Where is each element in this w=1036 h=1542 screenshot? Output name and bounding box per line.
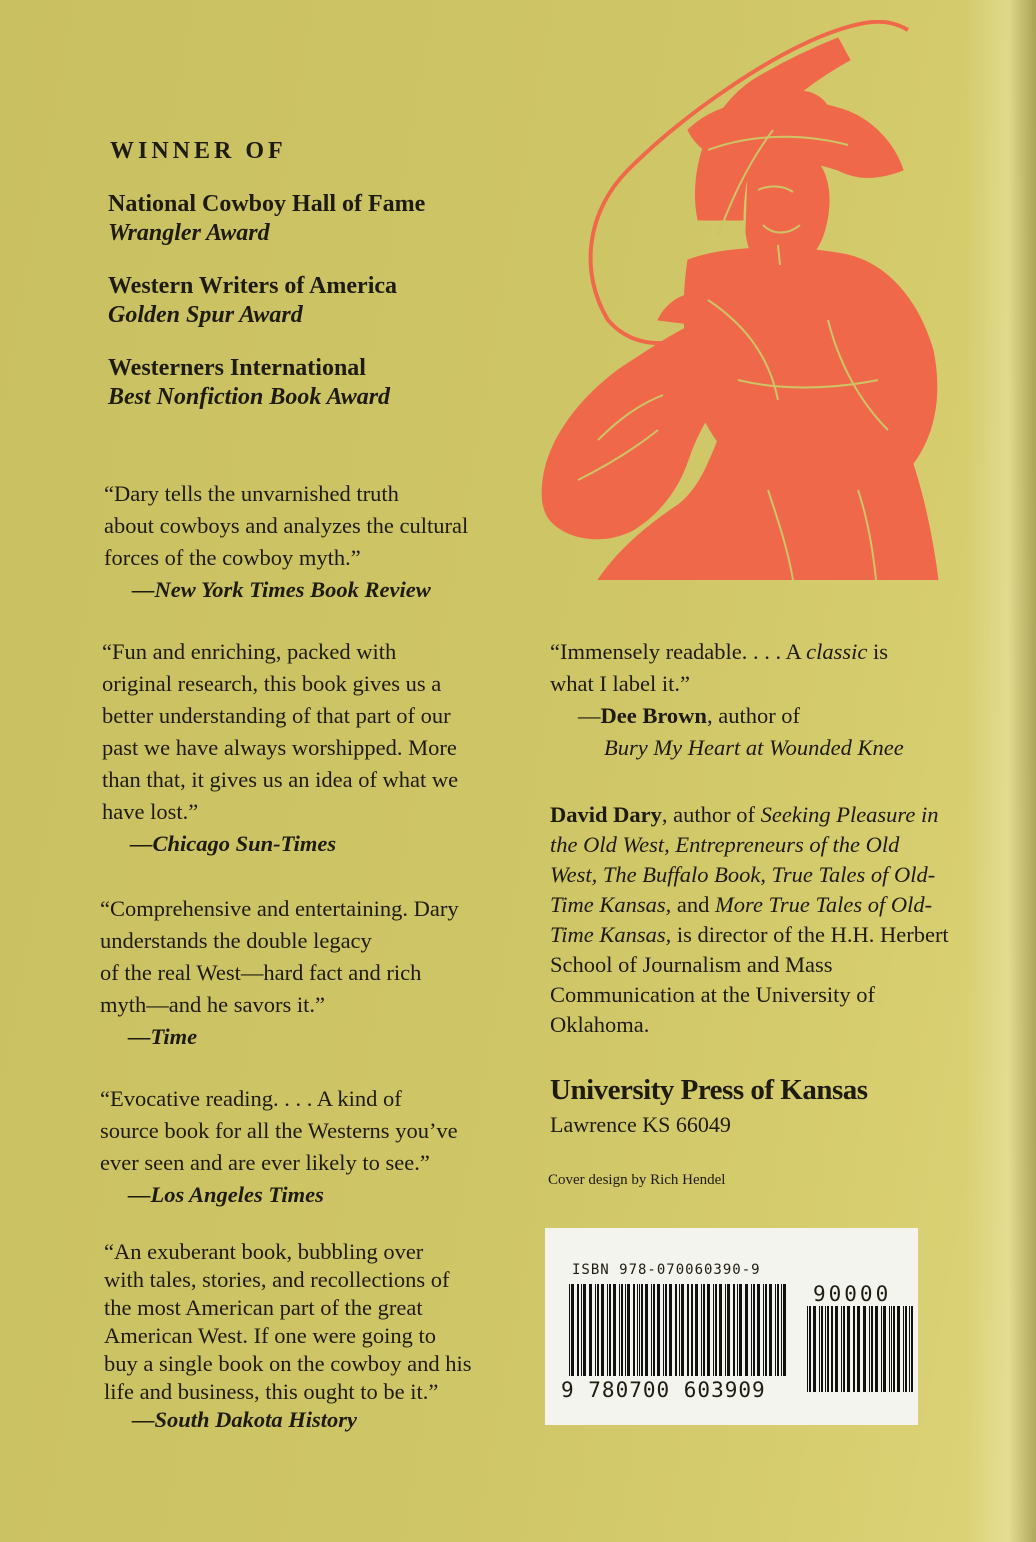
barcode-bar [863,1306,866,1392]
barcode-bar [725,1284,726,1376]
quote-line: than that, it gives us an idea of what we [102,767,459,792]
barcode-bar [843,1306,845,1392]
dee-brown-quote [550,636,904,764]
barcode-bar [589,1284,592,1376]
quote-source: —Time [128,1024,198,1049]
barcode-bar [893,1306,895,1392]
review-quote [100,893,459,1053]
barcode-bar [607,1284,608,1376]
quote-line: understands the double legacy [100,928,372,953]
quote-line: buy a single book on the cowboy and his [104,1351,472,1376]
barcode-bar [691,1284,693,1376]
quote-source [550,700,904,732]
barcode-bar [665,1284,667,1376]
award-prize: Wrangler Award [108,220,270,246]
barcode-bar [595,1284,596,1376]
barcode-bar [701,1284,702,1376]
quote-line: “Dary tells the unvarnished truth [104,481,399,506]
barcode-bar [703,1284,705,1376]
barcode-bar [719,1284,722,1376]
barcode-bar [835,1306,838,1392]
quote-author-role: , author of [706,703,801,728]
barcode-bar [577,1284,579,1376]
quote-line: about cowboys and analyzes the cultural [104,513,469,538]
barcode-bar [601,1284,604,1376]
barcode-bar [619,1284,620,1376]
review-quote [104,478,468,606]
barcode-bar [681,1284,684,1376]
award-organization: Western Writers of America [108,273,398,299]
barcode-bar [783,1284,786,1376]
barcode-bar [769,1284,772,1376]
barcode-bar [757,1284,760,1376]
barcode-bar [857,1306,860,1392]
author-bio [550,800,950,1040]
barcode-bar [819,1306,820,1392]
quote-text: is [867,639,889,664]
quote-line: “Evocative reading. . . . A kind of [100,1086,402,1111]
barcode-bar [813,1306,816,1392]
barcode-bar [679,1284,680,1376]
quote-line: ever seen and are ever likely to see.” [100,1150,430,1175]
barcode-bar [653,1284,655,1376]
bio-text: is director of the H.H. Herbert School of Journalism and Mass Communication at the University of Oklahoma. [550,922,949,1037]
barcode-bar [571,1284,574,1376]
barcode-bar [663,1284,664,1376]
price-addon-digits: 90000 [813,1282,892,1306]
award-prize: Best Nonfiction Book Award [108,384,391,410]
review-quote [102,636,458,860]
barcode-bar [821,1306,823,1392]
barcode-bar [905,1306,907,1392]
barcode-bar [869,1306,870,1392]
publisher-name: University Press of Kansas [550,1074,868,1106]
bio-text: and [671,892,716,917]
quote-book-title: Bury My Heart at Wounded Knee [604,735,904,760]
barcode-bar [715,1284,717,1376]
bio-book-titles: Seeking Pleasure in the Old West, Entrepreneurs of the Old West, The Buffalo Book, True Tales of Old-Time Kansas, [550,802,939,917]
bio-text: , author of [661,802,761,827]
barcode-bar [733,1284,735,1376]
quote-source: —South Dakota History [132,1407,358,1432]
barcode-bar [883,1306,886,1392]
barcode-bar [911,1306,913,1392]
quote-line: the most American part of the great [104,1295,423,1320]
barcode-bar [707,1284,710,1376]
barcode-bar [581,1284,582,1376]
barcode-bar [889,1306,890,1392]
quote-line: forces of the cowboy myth.” [104,545,361,570]
quote-line: “Comprehensive and entertaining. Dary [100,896,459,921]
barcode-bar [897,1306,900,1392]
barcode-bar [627,1284,630,1376]
barcode-bar [633,1284,635,1376]
barcode-bar [637,1284,638,1376]
barcode-bar [781,1284,782,1376]
quote-source: —Chicago Sun-Times [130,831,337,856]
barcode-bar [737,1284,738,1376]
quote-line: better understanding of that part of our [102,703,451,728]
barcode-bar [621,1284,623,1376]
award-item [108,272,397,330]
quote-source: —Los Angeles Times [128,1182,324,1207]
award-organization: Westerners International [108,355,366,381]
quote-emphasis: classic [806,639,868,664]
barcode-bar [651,1284,652,1376]
award-organization: National Cowboy Hall of Fame [108,191,426,217]
quote-line: past we have always worshipped. More [102,735,457,760]
quote-line [550,636,904,668]
isbn-barcode [545,1228,918,1425]
barcode-bar [745,1284,748,1376]
cover-design-credit: Cover design by Rich Hendel [548,1172,726,1188]
barcode-bar [853,1306,855,1392]
barcode-bar [777,1284,779,1376]
ean-bars [569,1284,787,1392]
publisher-city: Lawrence KS 66049 [550,1112,731,1137]
barcode-bar [831,1306,833,1392]
barcode-bar [675,1284,677,1376]
barcode-bar [875,1306,878,1392]
author-name: David Dary [550,802,662,827]
barcode-bar [891,1306,892,1392]
barcode-bar [881,1306,882,1392]
barcode-bar [645,1284,648,1376]
barcode-bar [625,1284,626,1376]
barcode-bar [753,1284,755,1376]
barcode-bar [657,1284,660,1376]
barcode-bar [871,1306,873,1392]
quote-line: “Fun and enriching, packed with [102,639,397,664]
quote-line: myth—and he savors it.” [100,992,325,1017]
barcode-bar [687,1284,689,1376]
quote-line: original research, this book gives us a [102,671,442,696]
barcode-bar [841,1306,842,1392]
barcode-bar [765,1284,767,1376]
barcode-bar [903,1306,904,1392]
barcode-bar [669,1284,672,1376]
barcode-bar [739,1284,742,1376]
barcode-bar [807,1306,808,1392]
isbn-text: ISBN 978-070060390-9 [572,1262,761,1278]
quote-author: Dee Brown [600,703,707,728]
bio-book-titles: More True Tales of Old-Time Kansas, [550,892,933,947]
barcode-bar [583,1284,586,1376]
barcode-bar [609,1284,611,1376]
barcode-bar [825,1306,826,1392]
barcode-bar [847,1306,850,1392]
ean-digits: 9 780700 603909 [561,1378,766,1402]
barcode-bar [639,1284,640,1376]
quote-dash: — [578,703,601,728]
award-prize: Golden Spur Award [108,302,303,328]
review-quote [104,1238,471,1434]
barcode-bar [775,1284,776,1376]
quote-source: —New York Times Book Review [132,577,431,602]
quote-line: source book for all the Westerns you’ve [100,1118,458,1143]
barcode-bar [695,1284,698,1376]
quote-line: life and business, this ought to be it.” [104,1379,439,1404]
cowboy-on-horse-illustration [538,20,978,580]
quote-line: with tales, stories, and recollections of [104,1267,450,1292]
quote-line: have lost.” [102,799,199,824]
review-quote [100,1083,458,1211]
barcode-bar [569,1284,570,1376]
barcode-bar [909,1306,910,1392]
quote-line: of the real West—hard fact and rich [100,960,422,985]
quote-text: “Immensely readable. . . . A [550,639,807,664]
addon-bars [807,1306,917,1392]
quote-line: what I label it.” [550,671,690,696]
barcode-bar [713,1284,714,1376]
award-item [108,354,390,412]
quote-line: American West. If one were going to [104,1323,437,1348]
barcode-bar [763,1284,764,1376]
barcode-bar [809,1306,811,1392]
barcode-bar [727,1284,730,1376]
award-item [108,190,425,248]
awards-heading: WINNER OF [110,138,287,164]
barcode-bar [597,1284,599,1376]
barcode-bar [751,1284,752,1376]
quote-line: “An exuberant book, bubbling over [104,1239,424,1264]
barcode-bar [613,1284,616,1376]
barcode-bar [641,1284,643,1376]
barcode-bar [827,1306,829,1392]
